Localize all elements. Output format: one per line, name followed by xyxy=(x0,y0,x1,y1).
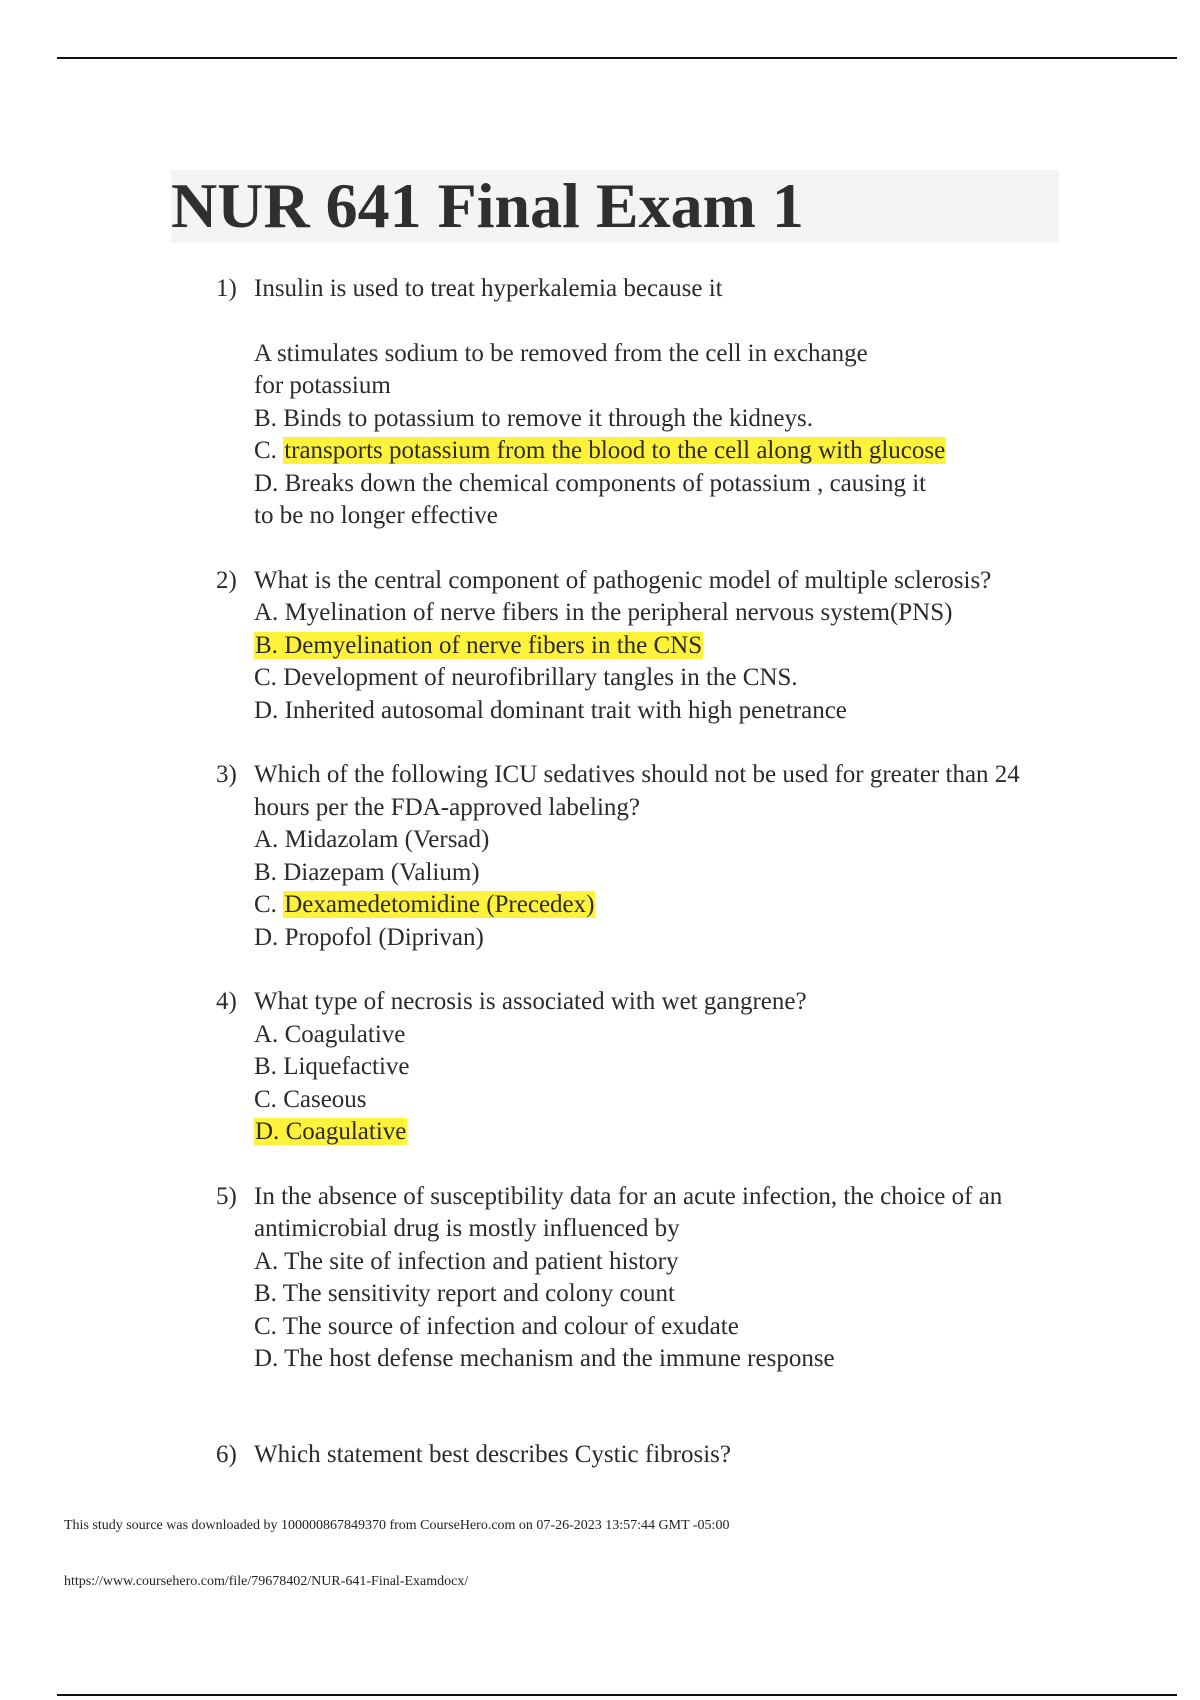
option-text: Liquefactive xyxy=(283,1053,410,1080)
option-c xyxy=(254,435,1066,468)
question-number: 6) xyxy=(216,1440,237,1468)
option-prefix: C. xyxy=(254,664,284,691)
option-b xyxy=(254,1051,1066,1084)
option-a xyxy=(254,1019,1066,1052)
option-prefix: D. xyxy=(254,469,285,497)
document-title: NUR 641 Final Exam 1 xyxy=(171,170,804,241)
question-6 xyxy=(216,1439,1066,1472)
option-list xyxy=(254,824,1066,954)
option-prefix: D. xyxy=(254,923,285,951)
question-number: 1) xyxy=(216,275,237,302)
option-b xyxy=(254,403,1066,436)
question-text: In the absence of susceptibility data for an acute infection, the choice of an antimicrobial drug is mostly influenced by xyxy=(254,1182,1003,1242)
option-list xyxy=(254,1246,1066,1376)
question-3 xyxy=(216,759,1066,954)
option-c xyxy=(254,889,1066,922)
option-c xyxy=(254,662,1066,695)
option-prefix: B. xyxy=(254,404,284,432)
option-prefix: A. xyxy=(254,1020,285,1048)
question-5 xyxy=(216,1181,1066,1376)
option-a xyxy=(254,338,1066,403)
option-d xyxy=(254,695,1066,728)
option-prefix: D. xyxy=(254,696,285,724)
top-rule xyxy=(57,57,1177,59)
question-text: Insulin is used to treat hyperkalemia because it xyxy=(254,275,723,302)
option-text: The source of infection and colour of exudate xyxy=(282,1312,739,1340)
option-prefix: B. xyxy=(254,858,284,886)
option-b xyxy=(254,1278,1066,1311)
question-number: 3) xyxy=(216,761,237,788)
option-a xyxy=(254,824,1066,857)
option-b xyxy=(254,857,1066,890)
option-text: Propofol (Diprivan) xyxy=(284,923,484,951)
bottom-rule xyxy=(57,1694,1177,1696)
option-text: Midazolam (Versad) xyxy=(284,826,490,853)
option-prefix: A. xyxy=(254,599,285,626)
option-prefix: B. xyxy=(254,1280,283,1307)
option-prefix: D. xyxy=(254,1345,285,1372)
highlighted-answer xyxy=(254,1118,407,1145)
option-text: The host defense mechanism and the immune response xyxy=(284,1345,835,1372)
question-number: 5) xyxy=(216,1182,237,1210)
option-list xyxy=(254,338,1066,533)
question-1 xyxy=(216,273,1066,533)
option-text: Demyelination of nerve fibers in the CNS xyxy=(284,631,703,659)
question-text: Which of the following ICU sedatives should not be used for greater than 24 hours per the FDA-approved labeling? xyxy=(254,761,1020,821)
option-text: Caseous xyxy=(283,1085,367,1113)
question-number: 2) xyxy=(216,566,237,594)
option-c xyxy=(254,1084,1066,1117)
question-list xyxy=(216,273,1066,1471)
option-prefix: B. xyxy=(254,1053,284,1080)
option-list xyxy=(254,597,1066,727)
question-text: What is the central component of pathogenic model of multiple sclerosis? xyxy=(254,566,992,594)
option-text-line1: stimulates sodium to be removed from the cell in exchange xyxy=(276,339,868,367)
question-text: Which statement best describes Cystic fibrosis? xyxy=(254,1440,731,1468)
option-a xyxy=(254,1246,1066,1279)
option-prefix: C. xyxy=(254,1085,284,1113)
option-prefix: B. xyxy=(255,631,285,659)
option-text: The sensitivity report and colony count xyxy=(282,1280,676,1307)
option-text-line1: Breaks down the chemical components of potassium , causing it xyxy=(284,469,927,497)
option-prefix: A. xyxy=(254,1247,285,1275)
option-text: Coagulative xyxy=(284,1020,406,1048)
option-b xyxy=(254,630,1066,663)
option-text: Diazepam (Valium) xyxy=(283,858,480,886)
option-d xyxy=(254,468,1066,533)
option-text: Development of neurofibrillary tangles in the CNS. xyxy=(283,664,798,691)
option-text: The site of infection and patient history xyxy=(284,1247,679,1275)
highlighted-answer: transports potassium from the blood to the cell along with glucose xyxy=(284,437,946,464)
download-notice: This study source was downloaded by 100000867849370 from CourseHero.com on 07-26-2023 13:57:44 GMT -05:00 xyxy=(64,1518,730,1533)
highlighted-answer xyxy=(254,632,703,659)
option-prefix: D. xyxy=(255,1118,286,1145)
option-text-line2: for potassium xyxy=(254,372,391,399)
option-a xyxy=(254,597,1066,630)
highlighted-answer: Dexamedetomidine (Precedex) xyxy=(284,891,595,918)
option-c xyxy=(254,1311,1066,1344)
option-text: Coagulative xyxy=(285,1118,407,1145)
option-list xyxy=(254,1019,1066,1149)
option-text: Myelination of nerve fibers in the peripheral nervous system(PNS) xyxy=(284,599,953,626)
option-text: Inherited autosomal dominant trait with high penetrance xyxy=(284,696,847,724)
option-prefix: C. xyxy=(254,437,284,464)
question-2 xyxy=(216,565,1066,728)
option-text-line2: to be no longer effective xyxy=(254,502,498,529)
option-prefix: C. xyxy=(254,891,284,918)
question-4 xyxy=(216,986,1066,1149)
question-text: What type of necrosis is associated with wet gangrene? xyxy=(254,988,807,1015)
option-prefix: A xyxy=(254,339,277,367)
option-d xyxy=(254,922,1066,955)
option-prefix: A. xyxy=(254,826,285,853)
option-prefix: C. xyxy=(254,1312,283,1340)
option-text: Binds to potassium to remove it through the kidneys. xyxy=(283,404,814,432)
option-d xyxy=(254,1116,1066,1149)
question-number: 4) xyxy=(216,988,237,1015)
source-url: https://www.coursehero.com/file/79678402/NUR-641-Final-Examdocx/ xyxy=(64,1574,469,1589)
option-d xyxy=(254,1343,1066,1376)
